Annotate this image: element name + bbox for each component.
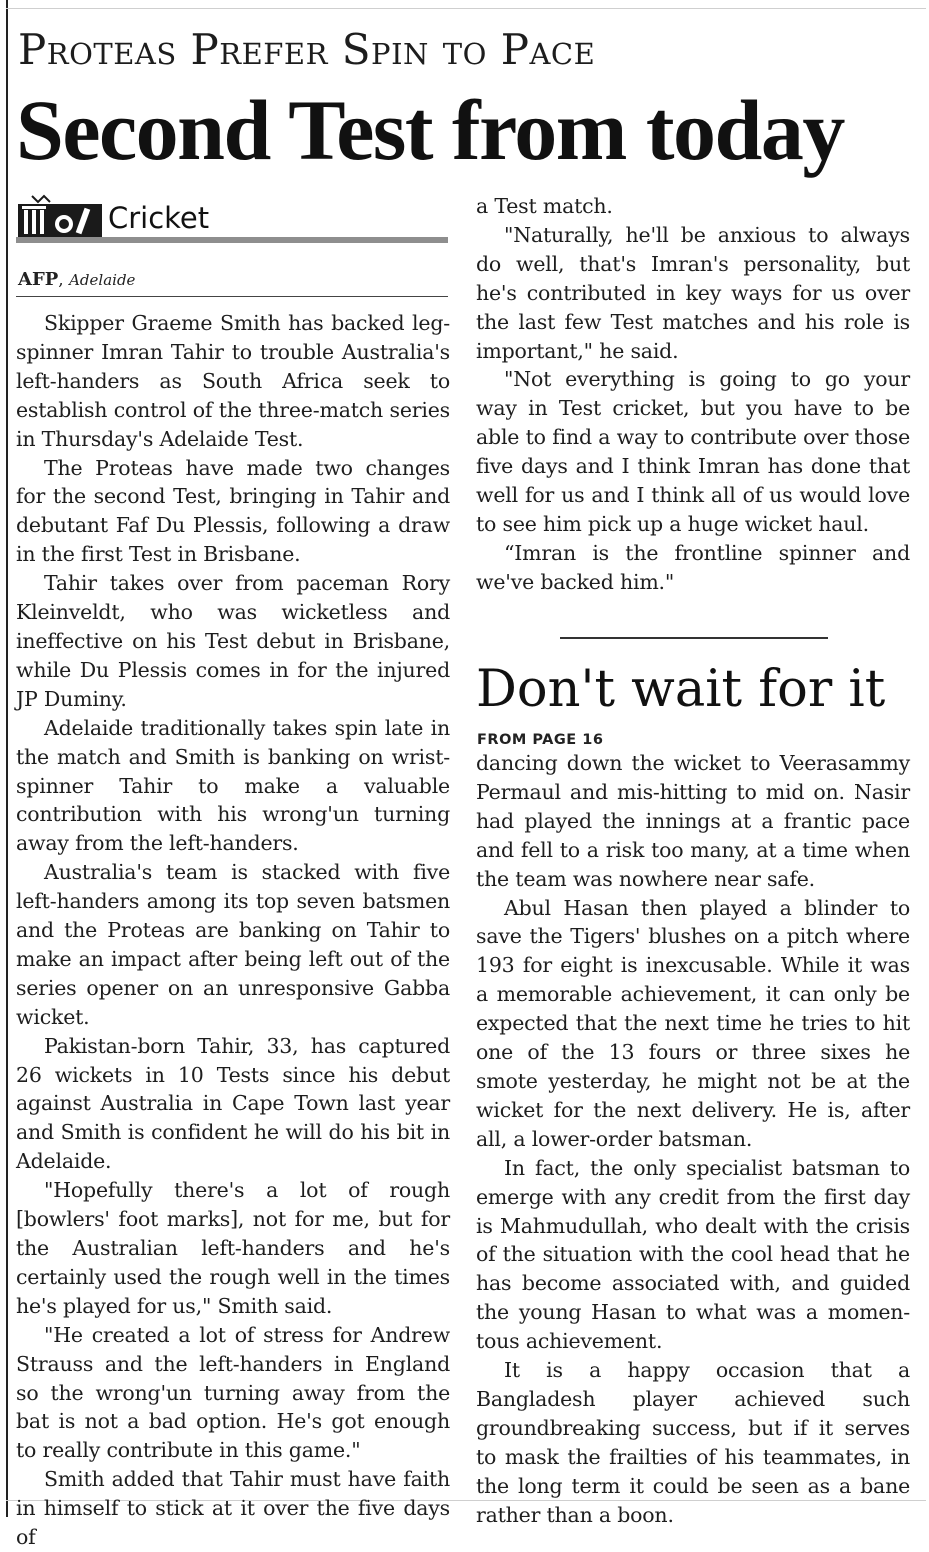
paragraph: Adelaide traditionally takes spin late in the match and Smith is banking on wrist-spinner Tahir to make a valuable contribution with his wrong'un turning away from the left-handers. bbox=[16, 715, 450, 856]
byline-agency: AFP bbox=[18, 269, 59, 290]
paragraph: "He created a lot of stress for Andrew Strauss and the left-handers in England so the wrong'un turning away from the bat is not a bad option. He's got enough to really contribute in this game." bbox=[16, 1322, 450, 1463]
byline-place: Adelaide bbox=[69, 271, 136, 289]
second-story-body bbox=[476, 749, 910, 1529]
paragraph: The Proteas have made two changes for the second Test, bringing in Tahir and debutant Faf Du Plessis, following a draw in the first Test in Brisbane. bbox=[16, 455, 450, 567]
paragraph: Tahir takes over from paceman Rory Kleinveldt, who was wicketless and ineffective on his Test debut in Brisbane, while Du Plessis comes in for the injured JP Duminy. bbox=[16, 571, 450, 711]
kicker-headline: Proteas Prefer Spin to Pace bbox=[18, 25, 596, 74]
paragraph: dancing down the wicket to Veerasammy Permaul and mis-hitting to mid on. Nasir had played the innings at a frantic pace and fell to a risk too many, at a time when the team was nowhere near safe. bbox=[476, 751, 910, 891]
paragraph: Smith added that Tahir must have faith in himself to stick at it over the five days of bbox=[16, 1467, 450, 1550]
byline-rule bbox=[16, 296, 448, 297]
paragraph: "Not everything is going to go your way in Test cricket, but you have to be able to find a way to contribute over those five days and I think Imran has done that well for us and I think all of us would love to see him pick up a huge wicket haul. bbox=[476, 367, 910, 536]
section-label: Cricket bbox=[108, 201, 210, 235]
paragraph: It is a happy occasion that a Bangladesh player achieved such groundbreaking success, but if it serves to mask the frailties of his teammates, in the long term it could be seen as a bane rather than a boon. bbox=[476, 1358, 910, 1527]
jump-label: FROM PAGE 16 bbox=[477, 732, 604, 748]
paragraph: In fact, the only specialist batsman to emerge with any credit from the first day is Mahmudullah, who dealt with the crisis of the situation with the cool head that he has become associated with, and guided the young Hasan to what was a momen-tous achievement. bbox=[476, 1155, 910, 1354]
paragraph: a Test match. bbox=[476, 194, 613, 218]
byline-separator: , bbox=[58, 270, 64, 290]
second-story-headline: Don't wait for it bbox=[476, 660, 886, 719]
paragraph: Skipper Graeme Smith has backed leg-spinner Imran Tahir to trouble Australia's left-handers as South Africa seek to establish control of the three-match series in Thursday's Adelaide Test. bbox=[16, 311, 450, 451]
story-column-right-continued bbox=[476, 192, 910, 597]
paragraph: "Hopefully there's a lot of rough [bowlers' foot marks], not for me, but for the Australian left-handers and he's certainly used the rough well in the times he's played for us," Smith said. bbox=[16, 1178, 450, 1318]
paragraph: "Naturally, he'll be anxious to always do well, that's Imran's personality, but he's contributed in key ways for us over the last few Test matches and his role is important," he said. bbox=[476, 222, 910, 363]
page-border-left bbox=[6, 0, 8, 1517]
paragraph: “Imran is the frontline spinner and we've backed him." bbox=[476, 540, 910, 594]
story-column-left bbox=[16, 309, 450, 1552]
main-headline: Second Test from today bbox=[16, 82, 844, 178]
page-border-top bbox=[6, 8, 926, 9]
section-rule bbox=[16, 237, 448, 243]
story-divider bbox=[560, 637, 828, 639]
paragraph: Australia's team is stacked with five left-handers among its top seven batsmen and the Proteas are banking on Tahir to make an impact after being left out of the series opener on an unresponsive Gabba wicket. bbox=[16, 860, 450, 1029]
cricket-stumps-icon bbox=[18, 194, 102, 238]
byline bbox=[18, 268, 448, 292]
paragraph: Abul Hasan then played a blinder to save the Tigers' blushes on a pitch where 193 for eight is inexcusable. While it was a memorable achievement, it can only be expected that the next time he tries to hit one of the 13 fours or three sixes he smote yesterday, he might not be at the wicket for the next delivery. He is, after all, a lower-order batsman. bbox=[476, 895, 910, 1151]
paragraph: Pakistan-born Tahir, 33, has captured 26 wickets in 10 Tests since his debut against Australia in Cape Town last year and Smith is confident he will do his bit in Adelaide. bbox=[16, 1033, 450, 1174]
